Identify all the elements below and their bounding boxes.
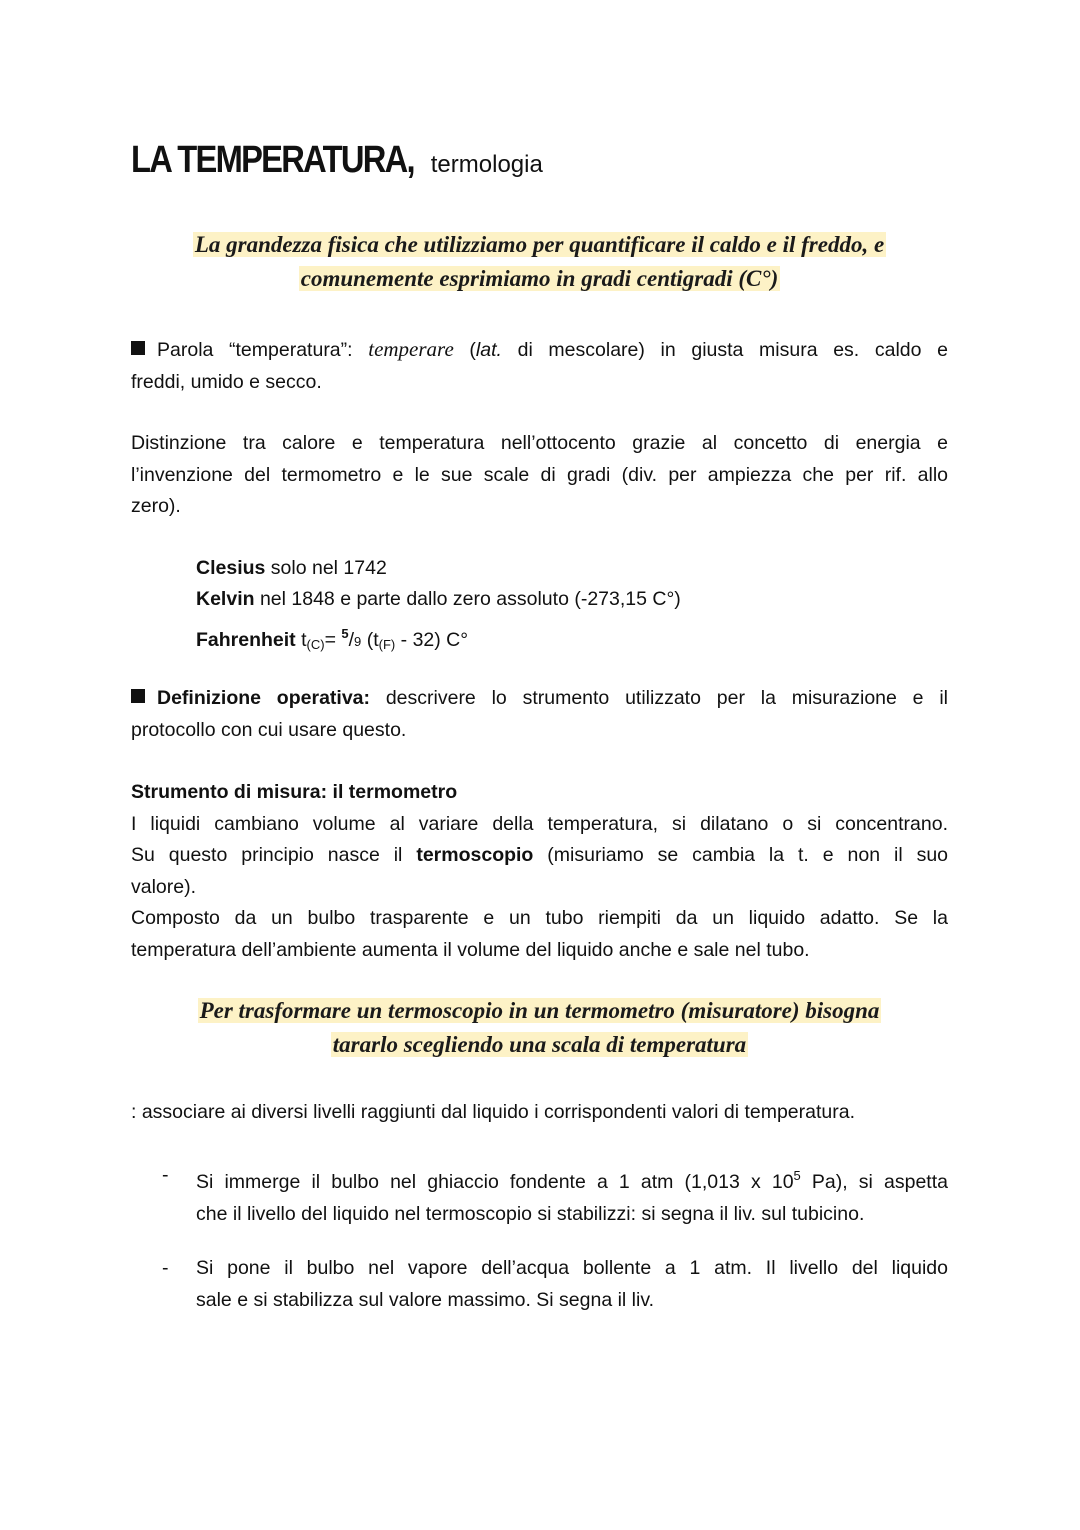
scale-fahrenheit xyxy=(196,618,468,661)
operational-definition-label: Definizione operativa: xyxy=(157,687,371,709)
distinction-line1: Distinzione tra calore e temperatura nell’ottocento grazie al concetto di energia e xyxy=(131,432,948,454)
highlight-definition-line1: La grandezza fisica che utilizziamo per quantificare il caldo e il freddo, e xyxy=(194,232,885,257)
thermometer-line2a: Su questo principio nasce il xyxy=(131,844,403,866)
thermometer-line4: Composto da un bulbo trasparente e un tubo riempiti da un liquido adatto. Se la xyxy=(131,907,948,929)
paragraph-word-origin-line2: freddi, umido e secco. xyxy=(131,370,322,393)
paragraph-associate: : associare ai diversi livelli raggiunti dal liquido i corrispondenti valori di temperatura. xyxy=(131,1101,856,1123)
paragraph-word-origin xyxy=(131,334,948,398)
scale-celsius xyxy=(196,553,387,585)
distinction-line2: l’invenzione del termometro e le sue scale di gradi (div. per ampiezza che per rif. allo xyxy=(131,463,948,486)
word-origin-rest: di mescolare) in giusta misura es. caldo e xyxy=(517,339,948,361)
list-dash-2: - xyxy=(162,1257,169,1279)
thermometer-line3: valore). xyxy=(131,875,197,898)
word-temperare: temperare xyxy=(368,337,454,361)
highlight-definition-line2: comunemente esprimiamo in gradi centigradi (C°) xyxy=(300,266,779,291)
formula-sub-c: (C) xyxy=(306,637,325,652)
title-main: LA TEMPERATURA, xyxy=(131,139,414,181)
word-origin-lat: lat. xyxy=(475,339,502,361)
list-item-ice-text-b: Pa), si aspetta xyxy=(800,1171,948,1193)
operational-definition-line2: protocollo con cui usare questo. xyxy=(131,718,407,741)
paragraph-thermometer xyxy=(131,777,948,966)
list-item-steam-line2: sale e si stabilizza sul valore massimo. Si segna il liv. xyxy=(196,1288,655,1311)
formula-numerator: 5 xyxy=(341,626,349,641)
distinction-line3: zero). xyxy=(131,495,181,517)
word-origin-prefix: Parola “temperatura”: xyxy=(157,339,353,361)
formula-t: t xyxy=(301,629,307,651)
square-bullet-icon xyxy=(131,341,145,355)
list-item-ice-exponent: 5 xyxy=(793,1168,801,1183)
list-item-ice-line2: che il livello del liquido nel termoscopio si stabilizzi: si segna il liv. sul tubicino. xyxy=(196,1202,865,1225)
thermometer-line1: I liquidi cambiano volume al variare della temperatura, si dilatano o si concentrano. xyxy=(131,812,948,835)
operational-definition-line1 xyxy=(131,683,948,715)
paragraph-word-origin-line1 xyxy=(131,334,948,367)
list-dash-1: - xyxy=(162,1164,169,1186)
highlight-calibration-line1: Per trasformare un termoscopio in un termometro (misuratore) bisogna xyxy=(199,998,880,1023)
formula-denominator: 9 xyxy=(354,634,362,649)
thermometer-heading: Strumento di misura: il termometro xyxy=(131,781,458,803)
scale-celsius-name: Clesius xyxy=(196,557,266,579)
operational-definition-text: descrivere lo strumento utilizzato per la misurazione e il xyxy=(385,687,948,709)
list-item-ice xyxy=(196,1160,948,1230)
formula-slash: / xyxy=(348,629,355,651)
thermoscope-term: termoscopio xyxy=(416,844,534,866)
word-origin-paren: ( xyxy=(469,339,476,361)
scale-kelvin xyxy=(196,584,681,616)
formula-equals: = xyxy=(324,629,336,651)
formula-rest: - 32) C° xyxy=(400,629,469,651)
list-item-ice-text-a: Si immerge il bulbo nel ghiaccio fondente a 1 atm (1,013 x 10 xyxy=(196,1171,794,1193)
highlight-calibration xyxy=(131,994,948,1062)
thermometer-line5: temperatura dell’ambiente aumenta il volume del liquido anche e sale nel tubo. xyxy=(131,938,810,961)
paragraph-distinction xyxy=(131,428,948,523)
highlight-calibration-line2: tararlo scegliendo una scala di temperatura xyxy=(332,1032,747,1057)
formula-open: (t xyxy=(366,629,379,651)
list-item-steam xyxy=(196,1253,948,1316)
title-subtitle: termologia xyxy=(430,151,543,178)
square-bullet-icon xyxy=(131,689,145,703)
list-item-ice-line1 xyxy=(196,1160,948,1199)
scale-kelvin-name: Kelvin xyxy=(196,588,255,610)
formula-sub-f: (F) xyxy=(378,637,396,652)
highlight-definition xyxy=(131,228,948,296)
thermometer-line2c: (misuriamo se cambia la t. e non il suo xyxy=(547,844,949,866)
paragraph-operational-definition xyxy=(131,683,948,746)
list-item-steam-line1: Si pone il bulbo nel vapore dell’acqua bollente a 1 atm. Il livello del liquido xyxy=(196,1257,948,1279)
scale-fahrenheit-name: Fahrenheit xyxy=(196,629,296,651)
scale-kelvin-text: nel 1848 e parte dallo zero assoluto (-273,15 C°) xyxy=(259,588,681,610)
page-title xyxy=(131,138,543,187)
thermometer-line2 xyxy=(131,840,948,872)
scale-celsius-text: solo nel 1742 xyxy=(270,557,387,579)
